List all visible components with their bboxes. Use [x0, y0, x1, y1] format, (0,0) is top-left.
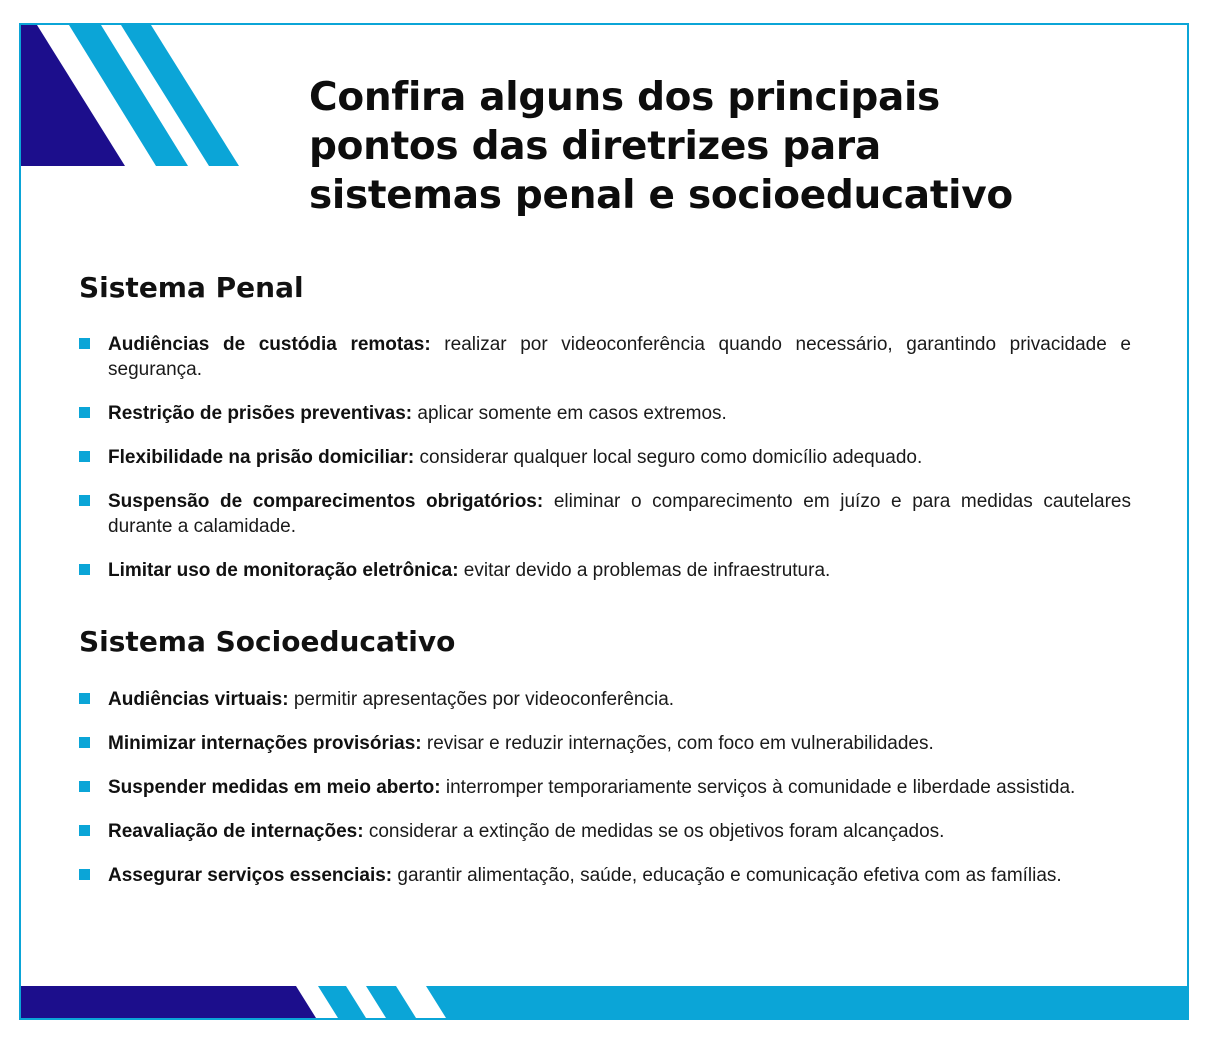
item-text: garantir alimentação, saúde, educação e comunicação efetiva com as famílias. [392, 865, 1062, 886]
list-item [79, 558, 1131, 583]
square-bullet-icon [79, 869, 90, 880]
square-bullet-icon [79, 338, 90, 349]
list-item [79, 445, 1131, 470]
square-bullet-icon [79, 781, 90, 792]
corner-stripes-decoration [21, 25, 261, 170]
item-text: eliminar o comparecimento em juízo e para medidas cautelares durante a calamidade. [108, 491, 1131, 537]
list-item [79, 731, 1131, 756]
list-item [79, 332, 1131, 382]
square-bullet-icon [79, 564, 90, 575]
penal-list [79, 332, 1131, 583]
list-item [79, 489, 1131, 539]
item-text: considerar a extinção de medidas se os objetivos foram alcançados. [363, 821, 945, 842]
list-item [79, 775, 1131, 800]
item-text: considerar qualquer local seguro como domicílio adequado. [414, 447, 923, 468]
item-term: Audiências virtuais: [108, 689, 289, 710]
item-text: aplicar somente em casos extremos. [412, 403, 727, 424]
list-item [79, 863, 1131, 888]
item-term: Limitar uso de monitoração eletrônica: [108, 560, 459, 581]
item-term: Reavaliação de internações: [108, 821, 364, 842]
item-text: realizar por videoconferência quando necessário, garantindo privacidade e segurança. [108, 334, 1131, 380]
list-item [79, 401, 1131, 426]
item-term: Assegurar serviços essenciais: [108, 865, 393, 886]
bottom-stripes-decoration [21, 986, 1187, 1018]
item-term: Suspender medidas em meio aberto: [108, 777, 441, 798]
item-term: Audiências de custódia remotas: [108, 334, 431, 355]
page-title [309, 73, 1169, 220]
section-heading-socioeducativo: Sistema Socioeducativo [79, 625, 456, 658]
square-bullet-icon [79, 693, 90, 704]
square-bullet-icon [79, 451, 90, 462]
title-line: sistemas penal e socioeducativo [309, 173, 1013, 218]
list-item [79, 687, 1131, 712]
item-text: revisar e reduzir internações, com foco em vulnerabilidades. [421, 733, 934, 754]
socioeducativo-list [79, 687, 1131, 888]
list-item [79, 819, 1131, 844]
square-bullet-icon [79, 737, 90, 748]
item-term: Minimizar internações provisórias: [108, 733, 422, 754]
section-heading-penal: Sistema Penal [79, 271, 304, 304]
item-text: evitar devido a problemas de infraestrutura. [458, 560, 831, 581]
title-line: Confira alguns dos principais [309, 75, 940, 120]
item-term: Suspensão de comparecimentos obrigatórios: [108, 491, 544, 512]
title-line: pontos das diretrizes para [309, 124, 881, 169]
item-term: Flexibilidade na prisão domiciliar: [108, 447, 415, 468]
square-bullet-icon [79, 825, 90, 836]
item-term: Restrição de prisões preventivas: [108, 403, 413, 424]
item-text: interromper temporariamente serviços à comunidade e liberdade assistida. [440, 777, 1076, 798]
infographic-frame [19, 23, 1189, 1020]
square-bullet-icon [79, 407, 90, 418]
item-text: permitir apresentações por videoconferência. [288, 689, 675, 710]
square-bullet-icon [79, 495, 90, 506]
